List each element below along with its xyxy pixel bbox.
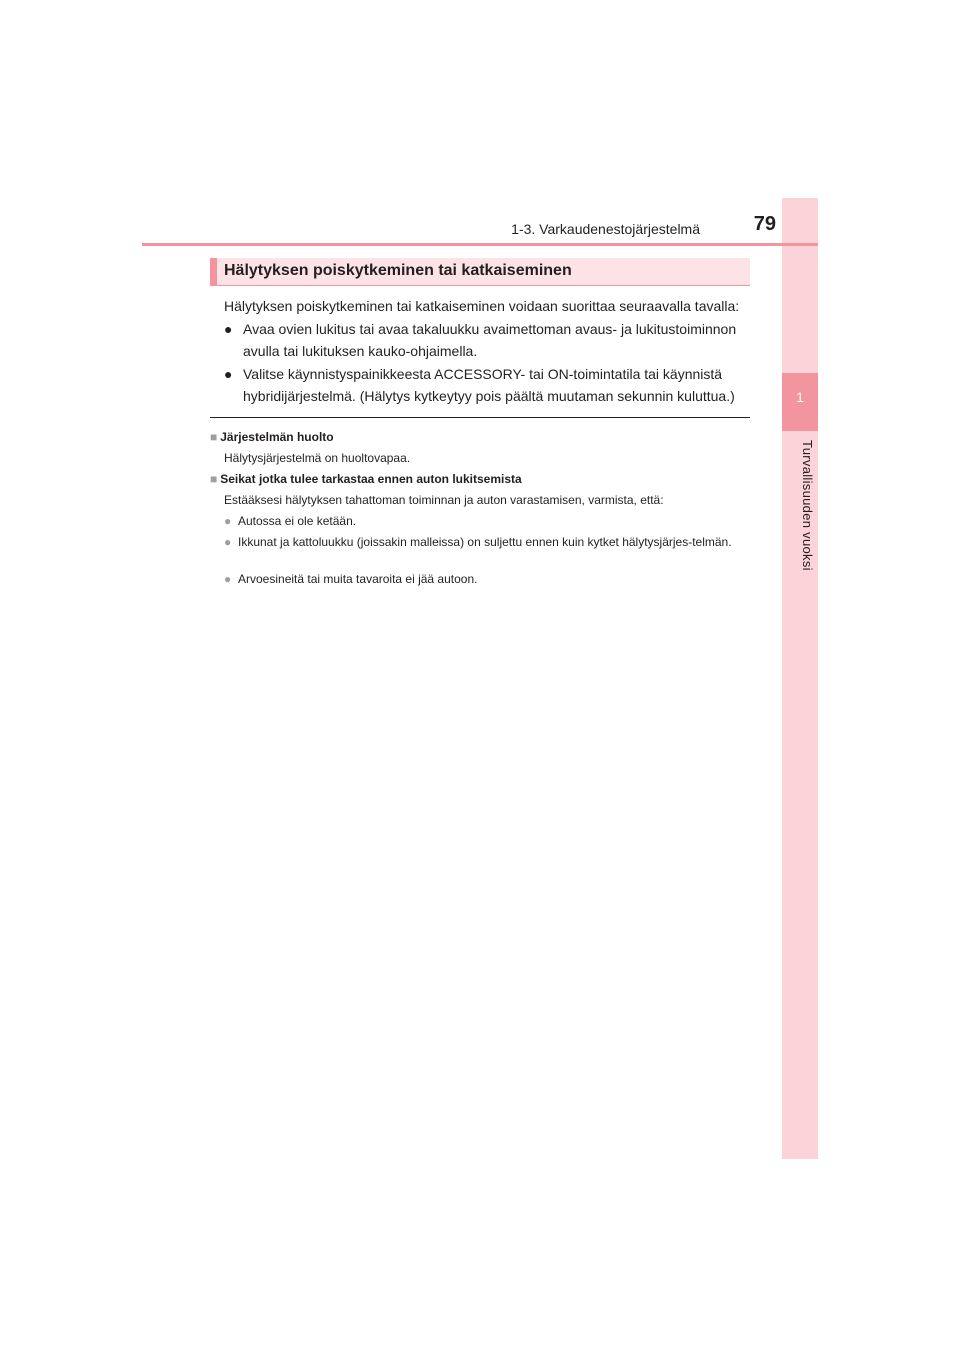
note-heading-text: Seikat jotka tulee tarkastaa ennen auton lukitsemista: [220, 472, 522, 486]
list-item-text: Avaa ovien lukitus tai avaa takaluukku avaimettoman avaus- ja lukitustoiminnon avulla tai lukituksen kauko-ohjaimella.: [243, 321, 737, 359]
square-bullet-icon: ■: [210, 430, 218, 444]
page-number: 79: [753, 213, 776, 235]
note-text: Hälytysjärjestelmä on huoltovapaa.: [224, 451, 411, 465]
section-heading-bar: [210, 258, 750, 286]
note-list-item-text: Autossa ei ole ketään.: [238, 514, 357, 528]
section-title: Hälytyksen poiskytkeminen tai katkaiseminen: [224, 262, 572, 279]
note-heading: [210, 471, 750, 487]
chapter-title: Turvallisuuden vuoksi: [800, 440, 815, 571]
bullet-icon: ●: [224, 572, 232, 586]
section-heading-accent: [210, 258, 217, 286]
list-item-text: Valitse käynnistyspainikkeesta ACCESSORY- tai ON-toimintatila tai käynnistä hybridijärjestelmä. (Hälytys kytkeytyy pois päältä muutaman sekunnin kuluttua.): [243, 366, 735, 404]
section-divider: [210, 417, 750, 418]
header-rule: [142, 243, 818, 246]
section-intro: Hälytyksen poiskytkeminen tai katkaiseminen voidaan suorittaa seuraavalla tavalla:: [224, 298, 740, 314]
note-text: Estääksesi hälytyksen tahattoman toiminnan ja auton varastamisen, varmista, että:: [224, 493, 664, 507]
note-heading-text: Järjestelmän huolto: [220, 430, 334, 444]
running-header: 1-3. Varkaudenestojärjestelmä: [511, 221, 700, 237]
chapter-side-tab: [782, 198, 818, 1159]
bullet-icon: ●: [224, 366, 233, 382]
chapter-number: 1: [796, 389, 804, 405]
note-list-item-text: Arvoesineitä tai muita tavaroita ei jää autoon.: [238, 572, 478, 586]
bullet-icon: ●: [224, 514, 232, 528]
note-heading: [210, 429, 750, 445]
bullet-icon: ●: [224, 535, 232, 549]
bullet-icon: ●: [224, 321, 233, 337]
note-list-item-text: Ikkunat ja kattoluukku (joissakin malleissa) on suljettu ennen kuin kytket hälytysjärjes-telmän.: [238, 535, 732, 549]
square-bullet-icon: ■: [210, 472, 218, 486]
